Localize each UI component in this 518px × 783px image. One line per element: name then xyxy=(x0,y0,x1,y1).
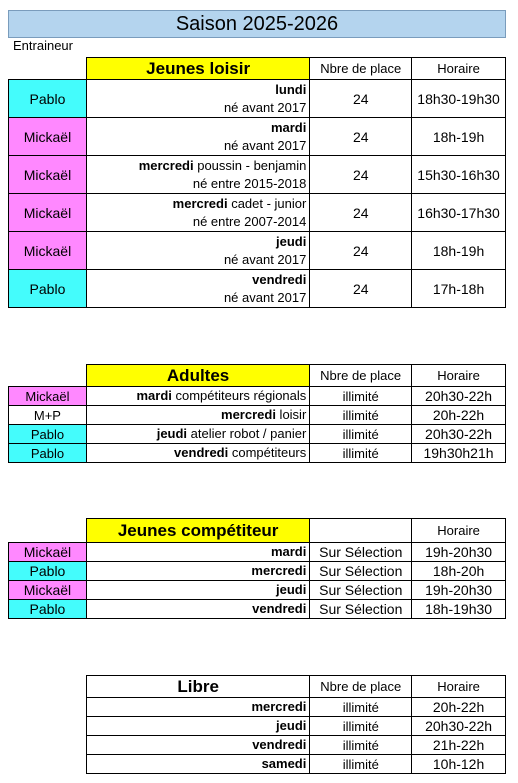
jeunes-competiteur-table xyxy=(8,518,506,619)
day-line xyxy=(90,233,306,251)
libre-table xyxy=(86,675,506,774)
table-row xyxy=(9,543,506,562)
day-cell xyxy=(86,581,309,600)
coach-cell: M+P xyxy=(9,406,87,425)
table-row xyxy=(87,736,506,755)
day-cell xyxy=(86,406,309,425)
coach-cell: Mickaël xyxy=(9,581,87,600)
horaire-cell: 18h-20h xyxy=(412,562,506,581)
horaire-cell: 20h30-22h xyxy=(412,387,506,406)
birth-range: né avant 2017 xyxy=(223,289,307,305)
season-title: Saison 2025-2026 xyxy=(8,10,506,38)
day-name: mercredi xyxy=(221,407,276,422)
places-cell: illimité xyxy=(310,406,412,425)
table-row xyxy=(9,425,506,444)
table-row xyxy=(9,194,506,232)
day-name: mercredi xyxy=(172,195,228,211)
places-cell: illimité xyxy=(310,425,412,444)
day-cell xyxy=(86,387,309,406)
day-name: jeudi xyxy=(156,426,188,441)
table-row xyxy=(9,444,506,463)
places-cell: 24 xyxy=(310,232,412,270)
day-name: mercredi xyxy=(251,563,307,578)
day-cell xyxy=(86,600,309,619)
day-name: mercredi xyxy=(138,157,194,173)
horaire-cell: 19h-20h30 xyxy=(412,543,506,562)
places-header: Nbre de place xyxy=(310,58,412,80)
horaire-header: Horaire xyxy=(412,519,506,543)
day-cell xyxy=(87,698,310,717)
day-line xyxy=(90,271,306,289)
jeunes-loisir-table xyxy=(8,57,506,308)
table-row xyxy=(9,562,506,581)
birth-range: né avant 2017 xyxy=(223,137,307,153)
day-name: vendredi xyxy=(252,601,307,616)
table-row xyxy=(9,581,506,600)
table-row xyxy=(9,270,506,308)
day-name: mardi xyxy=(270,544,307,559)
coach-cell: Pablo xyxy=(9,444,87,463)
day-name: mardi xyxy=(136,388,172,403)
day-extra: compétiteurs xyxy=(228,445,307,460)
places-cell: Sur Sélection xyxy=(310,600,412,619)
jeunes-loisir-header: Jeunes loisir xyxy=(86,58,309,80)
day-cell xyxy=(87,736,310,755)
day-extra: poussin - benjamin xyxy=(193,157,307,173)
table-row xyxy=(9,600,506,619)
table-row xyxy=(87,755,506,774)
day-line xyxy=(90,157,306,175)
horaire-header: Horaire xyxy=(412,676,506,698)
day-cell xyxy=(87,755,310,774)
places-cell: illimité xyxy=(310,387,412,406)
coach-cell: Pablo xyxy=(9,562,87,581)
places-cell: illimité xyxy=(310,698,412,717)
day-cell xyxy=(86,562,309,581)
horaire-cell: 19h30h21h xyxy=(412,444,506,463)
birth-range: né entre 2007-2014 xyxy=(192,213,307,229)
coach-cell: Mickaël xyxy=(9,118,87,156)
places-header: Nbre de place xyxy=(310,365,412,387)
day-cell xyxy=(86,156,309,194)
day-extra: loisir xyxy=(275,407,307,422)
places-header: Nbre de place xyxy=(310,676,412,698)
horaire-cell: 19h-20h30 xyxy=(412,581,506,600)
birth-range: né avant 2017 xyxy=(223,251,307,267)
day-name: vendredi xyxy=(252,737,307,752)
horaire-cell: 18h30-19h30 xyxy=(412,80,506,118)
horaire-cell: 20h30-22h xyxy=(412,717,506,736)
horaire-cell: 17h-18h xyxy=(412,270,506,308)
day-cell xyxy=(87,717,310,736)
horaire-cell: 21h-22h xyxy=(412,736,506,755)
places-cell: Sur Sélection xyxy=(310,562,412,581)
places-cell: Sur Sélection xyxy=(310,581,412,600)
horaire-cell: 20h30-22h xyxy=(412,425,506,444)
horaire-header: Horaire xyxy=(412,58,506,80)
horaire-cell: 16h30-17h30 xyxy=(412,194,506,232)
day-cell xyxy=(86,118,309,156)
places-cell: 24 xyxy=(310,118,412,156)
day-extra: compétiteurs régionals xyxy=(171,388,307,403)
coach-cell: Mickaël xyxy=(9,387,87,406)
table-row xyxy=(9,80,506,118)
adultes-table xyxy=(8,364,506,463)
day-name: samedi xyxy=(261,756,307,771)
coach-cell: Mickaël xyxy=(9,543,87,562)
jeunes-competiteur-header: Jeunes compétiteur xyxy=(86,519,309,543)
places-cell: Sur Sélection xyxy=(310,543,412,562)
places-cell: illimité xyxy=(310,444,412,463)
table-row xyxy=(87,698,506,717)
adultes-header: Adultes xyxy=(86,365,309,387)
horaire-cell: 18h-19h xyxy=(412,232,506,270)
birth-range: né entre 2015-2018 xyxy=(192,175,307,191)
places-cell: illimité xyxy=(310,736,412,755)
day-cell xyxy=(86,232,309,270)
table-row xyxy=(9,156,506,194)
coach-cell: Mickaël xyxy=(9,156,87,194)
horaire-cell: 15h30-16h30 xyxy=(412,156,506,194)
day-extra: cadet - junior xyxy=(227,195,307,211)
day-name: mardi xyxy=(270,119,307,135)
places-header xyxy=(310,519,412,543)
libre-header: Libre xyxy=(87,676,310,698)
day-name: lundi xyxy=(275,81,307,97)
day-cell xyxy=(86,543,309,562)
places-cell: 24 xyxy=(310,270,412,308)
day-name: jeudi xyxy=(276,582,307,597)
coach-cell: Mickaël xyxy=(9,194,87,232)
day-line xyxy=(90,119,306,137)
coach-cell: Pablo xyxy=(9,425,87,444)
table-row xyxy=(87,717,506,736)
coach-cell: Mickaël xyxy=(9,232,87,270)
day-line xyxy=(90,195,306,213)
day-name: jeudi xyxy=(276,718,307,733)
day-cell xyxy=(86,444,309,463)
day-extra: atelier robot / panier xyxy=(187,426,307,441)
table-row xyxy=(9,232,506,270)
table-row xyxy=(9,387,506,406)
day-name: jeudi xyxy=(276,233,307,249)
day-name: mercredi xyxy=(251,699,307,714)
horaire-cell: 20h-22h xyxy=(412,406,506,425)
horaire-cell: 20h-22h xyxy=(412,698,506,717)
day-cell xyxy=(86,270,309,308)
horaire-cell: 10h-12h xyxy=(412,755,506,774)
day-cell xyxy=(86,80,309,118)
birth-range: né avant 2017 xyxy=(223,99,307,115)
horaire-cell: 18h-19h xyxy=(412,118,506,156)
coach-cell: Pablo xyxy=(9,600,87,619)
places-cell: illimité xyxy=(310,717,412,736)
coach-column-label: Entraineur xyxy=(13,38,73,53)
day-name: vendredi xyxy=(252,271,307,287)
places-cell: 24 xyxy=(310,194,412,232)
day-cell xyxy=(86,425,309,444)
coach-cell: Pablo xyxy=(9,270,87,308)
table-row xyxy=(9,406,506,425)
coach-cell: Pablo xyxy=(9,80,87,118)
day-cell xyxy=(86,194,309,232)
places-cell: 24 xyxy=(310,80,412,118)
places-cell: 24 xyxy=(310,156,412,194)
day-name: vendredi xyxy=(174,445,229,460)
horaire-header: Horaire xyxy=(412,365,506,387)
horaire-cell: 18h-19h30 xyxy=(412,600,506,619)
places-cell: illimité xyxy=(310,755,412,774)
table-row xyxy=(9,118,506,156)
day-line xyxy=(90,81,306,99)
